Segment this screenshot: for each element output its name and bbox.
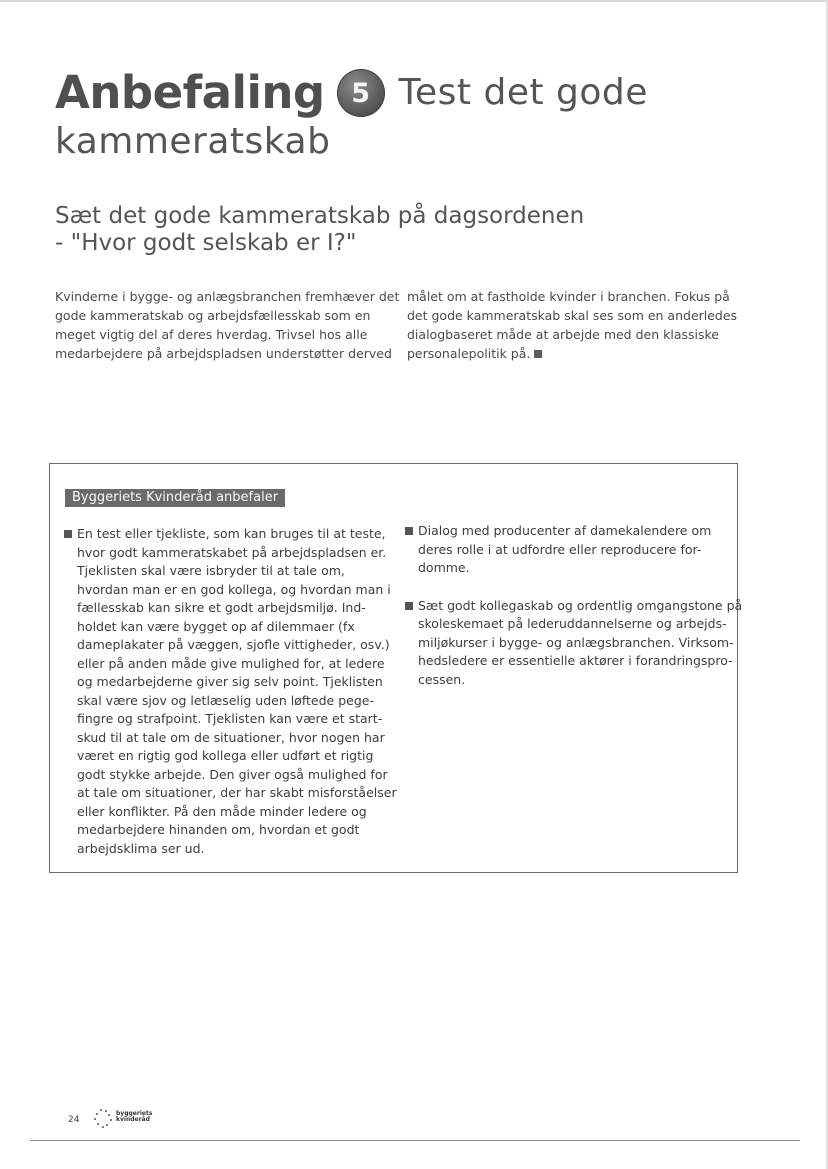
- logo-line-2: kvinderåd: [116, 1116, 150, 1123]
- bullet-line: hedsledere er essentielle aktører i forandringspro-: [418, 653, 733, 668]
- box-label: Byggeriets Kvinderåd anbefaler: [65, 489, 285, 507]
- intro-line-text: personalepolitik på.: [407, 346, 531, 361]
- section-subtitle: [55, 203, 755, 257]
- intro-line: målet om at fastholde kvinder i branchen. Fokus på: [407, 289, 730, 304]
- bullet-line: Tjeklisten skal være isbryder til at tale om,: [77, 563, 345, 578]
- recommendation-bullet: [405, 597, 743, 690]
- intro-line: meget vigtig del af deres hverdag. Trivsel hos alle: [55, 327, 368, 342]
- title-rest: Test det gode: [398, 72, 648, 113]
- bullet-line: godt stykke arbejde. Den giver også mulighed for: [77, 766, 388, 782]
- intro-line: gode kammeratskab og arbejdsfællesskab som en: [55, 308, 371, 323]
- page-title: [55, 64, 795, 164]
- intro-line: det gode kammeratskab skal ses som en anderledes: [407, 308, 738, 323]
- scan-edge-top: [0, 0, 828, 2]
- bullet-line: været en rigtig god kollega eller udført et rigtig: [77, 748, 374, 763]
- bullet-line: holdet kan være bygget op af dilemmaer (fx: [77, 618, 355, 634]
- subtitle-line-2: - "Hvor godt selskab er I?": [55, 230, 357, 256]
- bullet-line: skal være sjov og letlæselig uden løftede pege-: [77, 692, 374, 708]
- bullet-line: deres rolle i at udfordre eller reproducere for-: [418, 541, 702, 557]
- bullet-line: skoleskemaet på lederuddannelserne og arbejds-: [418, 616, 727, 631]
- byggeriets-kvinderaad-logo: [92, 1108, 172, 1128]
- subtitle-line-1: Sæt det gode kammeratskab på dagsordenen: [55, 203, 585, 229]
- box-column-left: [64, 525, 397, 877]
- bullet-line: eller konflikter. På den måde minder ledere og: [77, 803, 367, 819]
- bullet-line: fingre og strafpoint. Tjeklisten kan være et start-: [77, 711, 383, 726]
- bullet-line: cessen.: [418, 671, 466, 687]
- bullet-line: Sæt godt kollegaskab og ordentlig omgangstone på: [418, 597, 743, 613]
- title-word: Anbefaling: [55, 66, 325, 119]
- recommendation-bullet: [405, 522, 735, 578]
- intro-line: dialogbaseret måde at arbejde med den klassiske: [407, 327, 719, 342]
- bullet-line: at tale om situationer, der har skabt misforståelser: [77, 785, 397, 800]
- page-number: 24: [68, 1115, 80, 1125]
- intro-line: Kvinderne i bygge- og anlægsbranchen fremhæver det: [55, 289, 400, 304]
- bullet-square-icon: [405, 602, 413, 610]
- logo-line-1: byggeriets: [116, 1110, 153, 1117]
- recommendation-number-badge: [337, 69, 385, 117]
- box-column-right: [405, 522, 743, 708]
- bullet-line: En test eller tjekliste, som kan bruges til at teste,: [77, 526, 386, 541]
- bottom-rule: [30, 1140, 800, 1141]
- bullet-line: domme.: [418, 560, 470, 575]
- bullet-line: dameplakater på væggen, sjofle vittigheder, osv.): [77, 637, 390, 652]
- bullet-line: miljøkurser i bygge- og anlægsbranchen. Virksom-: [418, 634, 734, 650]
- recommendation-number: 5: [351, 77, 371, 109]
- bullet-line: hvordan man er en god kollega, og hvordan man i: [77, 581, 391, 597]
- title-line-1: [55, 64, 795, 122]
- bullet-line: eller på anden måde give mulighed for, at ledere: [77, 655, 385, 671]
- intro-line: [407, 344, 737, 363]
- intro-column-left: [55, 287, 400, 363]
- bullet-square-icon: [64, 530, 72, 538]
- logo-dots-icon: [92, 1108, 114, 1128]
- bullet-line: og medarbejderne giver sig selv point. Tjeklisten: [77, 674, 383, 689]
- title-line-2: kammeratskab: [55, 121, 331, 162]
- bullet-line: Dialog med producenter af damekalendere om: [418, 523, 712, 538]
- end-square-icon: [534, 350, 542, 358]
- bullet-line: medarbejdere hinanden om, hvordan et godt: [77, 822, 360, 837]
- bullet-square-icon: [405, 527, 413, 535]
- recommendation-bullet: [64, 525, 397, 858]
- logo-text: [116, 1111, 152, 1123]
- recommendation-box: [49, 463, 743, 873]
- bullet-line: hvor godt kammeratskabet på arbejdspladsen er.: [77, 544, 387, 560]
- bullet-line: fællesskab kan sikre et godt arbejdsmiljø. Ind-: [77, 600, 366, 615]
- intro-line: medarbejdere på arbejdspladsen understøtter derved: [55, 346, 392, 361]
- intro-column-right: [407, 287, 737, 363]
- bullet-line: arbejdsklima ser ud.: [77, 840, 205, 856]
- bullet-line: skud til at tale om de situationer, hvor nogen har: [77, 729, 385, 745]
